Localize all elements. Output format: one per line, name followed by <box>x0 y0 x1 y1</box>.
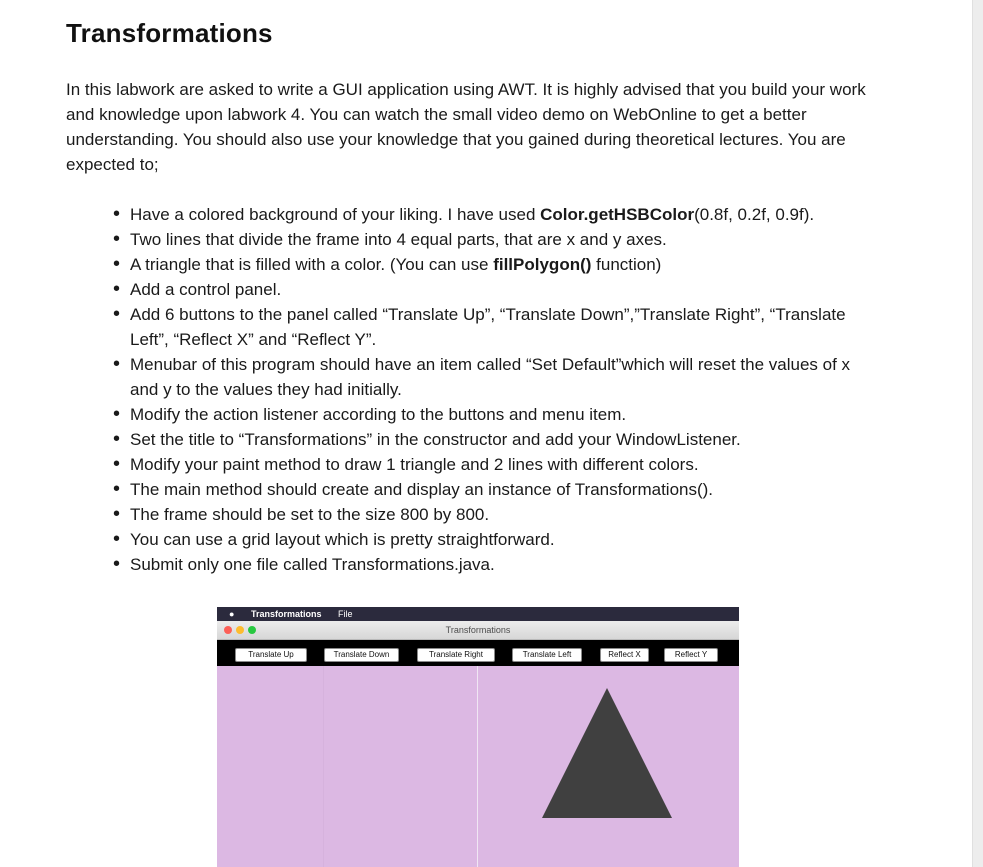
list-item: • Submit only one file called Transformations.java. <box>113 552 873 577</box>
list-item: • The frame should be set to the size 800 by 800. <box>113 502 873 527</box>
translate-up-button: Translate Up <box>235 648 307 662</box>
y-axis-line <box>477 666 478 867</box>
list-item: • A triangle that is filled with a color. (You can use fillPolygon() function) <box>113 252 873 277</box>
list-item: • Two lines that divide the frame into 4 equal parts, that are x and y axes. <box>113 227 873 252</box>
list-item: • Add a control panel. <box>113 277 873 302</box>
app-screenshot <box>217 607 739 867</box>
reflect-x-button: Reflect X <box>600 648 649 662</box>
translate-down-button: Translate Down <box>324 648 399 662</box>
list-item: • Modify your paint method to draw 1 triangle and 2 lines with different colors. <box>113 452 873 477</box>
translate-right-button: Translate Right <box>417 648 495 662</box>
menubar-app-name: Transformations <box>251 609 322 619</box>
close-window-icon <box>224 626 232 634</box>
requirements-list <box>113 202 873 577</box>
reflect-y-button: Reflect Y <box>664 648 718 662</box>
apple-icon: ● <box>229 609 235 619</box>
list-item: • Add 6 buttons to the panel called “Translate Up”, “Translate Down”,”Translate Right”, “Translate Left”, “Reflect X” and “Reflect Y”. <box>113 302 873 352</box>
mac-menubar <box>217 607 739 621</box>
scrollbar[interactable] <box>972 0 983 867</box>
window-title: Transformations <box>445 625 511 635</box>
zoom-window-icon <box>248 626 256 634</box>
list-item: • The main method should create and display an instance of Transformations(). <box>113 477 873 502</box>
control-panel <box>217 640 739 666</box>
list-item: • You can use a grid layout which is pretty straightforward. <box>113 527 873 552</box>
canvas-grid-line <box>323 666 324 867</box>
intro-paragraph: In this labwork are asked to write a GUI application using AWT. It is highly advised that you build your work and knowledge upon labwork 4. You can watch the small video demo on WebOnline to get a better understanding. You should also use your knowledge that you gained during theoretical lectures. You are expected to; <box>66 80 866 174</box>
page-title: Transformations <box>66 18 273 48</box>
triangle-shape <box>542 688 672 818</box>
translate-left-button: Translate Left <box>512 648 582 662</box>
window-titlebar <box>217 621 739 640</box>
list-item: • Have a colored background of your liking. I have used Color.getHSBColor(0.8f, 0.2f, 0.9f). <box>113 202 873 227</box>
minimize-window-icon <box>236 626 244 634</box>
menubar-file: File <box>338 609 353 619</box>
list-item: • Menubar of this program should have an item called “Set Default”which will reset the values of x and y to the values they had initially. <box>113 352 873 402</box>
list-item: • Modify the action listener according to the buttons and menu item. <box>113 402 873 427</box>
list-item: • Set the title to “Transformations” in the constructor and add your WindowListener. <box>113 427 873 452</box>
